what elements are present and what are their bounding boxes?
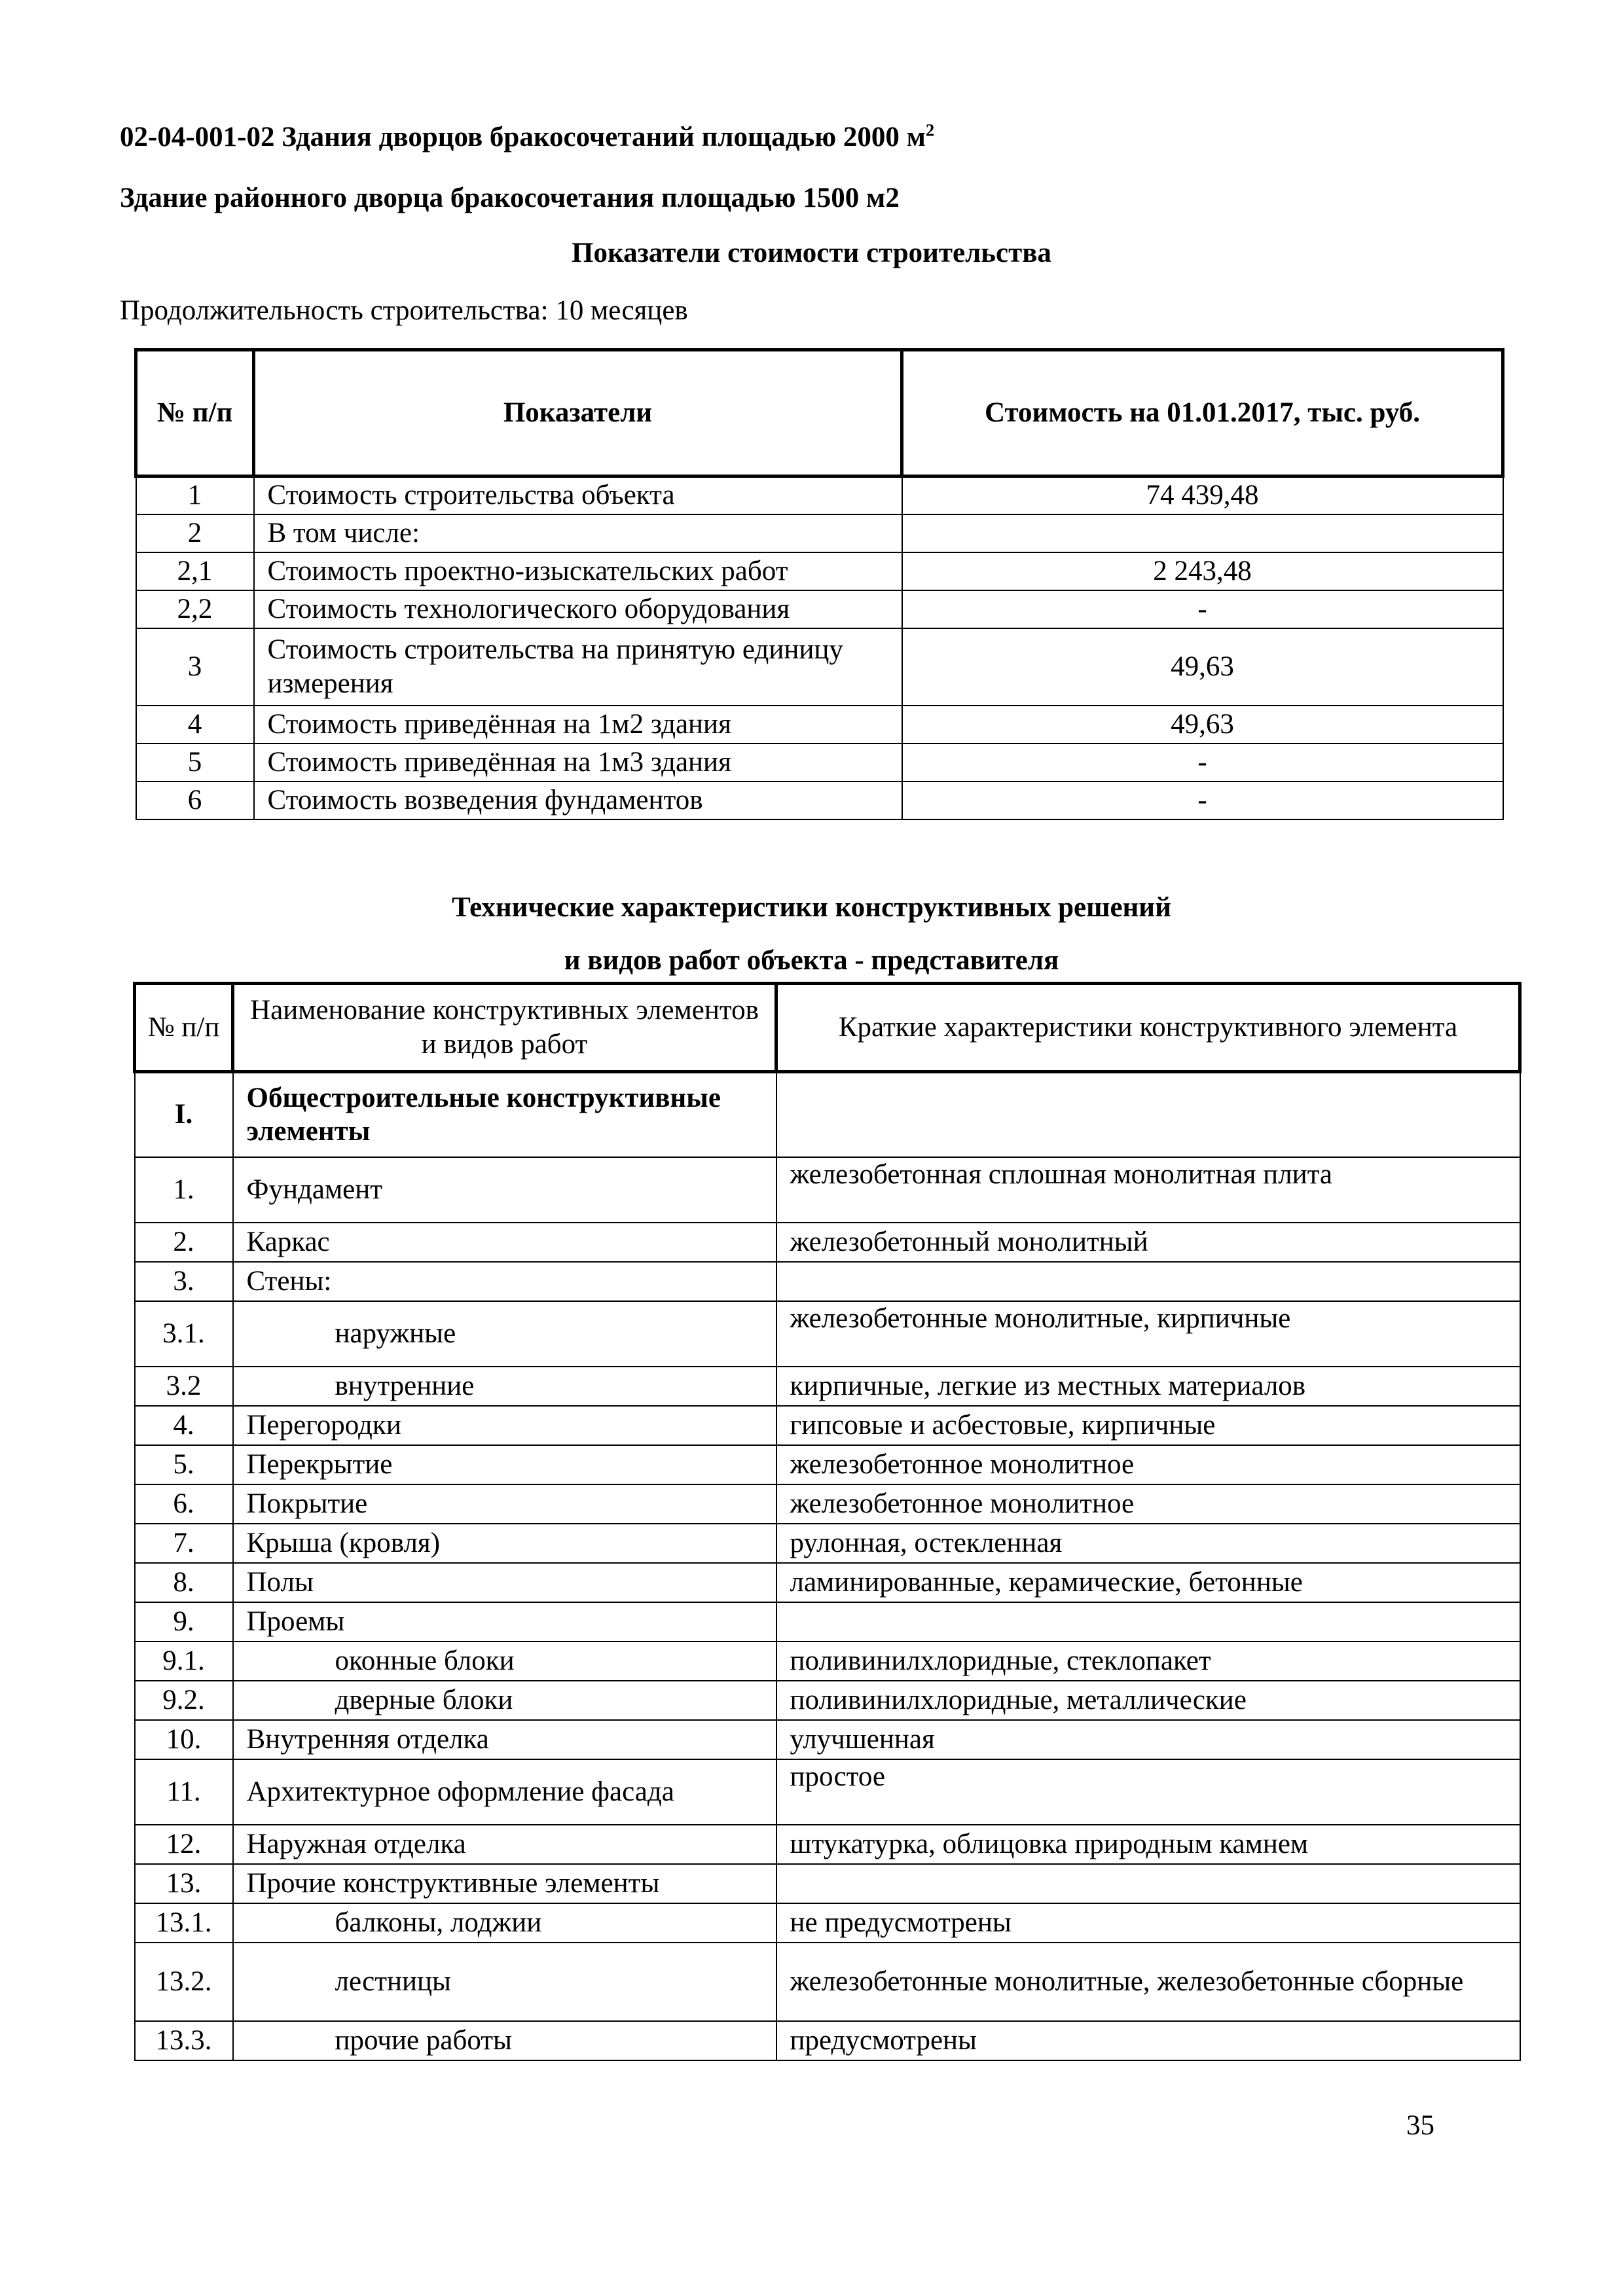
row-element: Наружная отделка bbox=[233, 1825, 776, 1864]
row-number: 7. bbox=[135, 1524, 233, 1563]
row-number: I. bbox=[135, 1072, 233, 1157]
code-title-superscript: 2 bbox=[925, 120, 935, 140]
table-row bbox=[135, 1301, 1520, 1367]
row-cost: - bbox=[902, 744, 1503, 781]
row-element: Полы bbox=[233, 1563, 776, 1602]
row-element: Перекрытие bbox=[233, 1445, 776, 1484]
row-element: Покрытие bbox=[233, 1484, 776, 1524]
row-number: 9. bbox=[135, 1602, 233, 1641]
row-characteristics: штукатурка, облицовка природным камнем bbox=[776, 1825, 1520, 1864]
table-row bbox=[135, 1903, 1520, 1943]
row-characteristics bbox=[776, 1602, 1520, 1641]
table-row bbox=[136, 514, 1503, 552]
row-number: 3.1. bbox=[135, 1301, 233, 1367]
row-element: прочие работы bbox=[233, 2021, 776, 2060]
row-characteristics: железобетонные монолитные, кирпичные bbox=[776, 1301, 1520, 1367]
column-header-element: Наименование конструктивных элементов и видов работ bbox=[233, 984, 776, 1072]
row-indicator: Стоимость строительства на принятую единицу измерения bbox=[254, 628, 902, 706]
row-number: 6 bbox=[136, 781, 254, 819]
row-number: 3. bbox=[135, 1262, 233, 1301]
row-cost: 49,63 bbox=[902, 628, 1503, 706]
row-indicator: В том числе: bbox=[254, 514, 902, 552]
row-number: 2. bbox=[135, 1223, 233, 1262]
row-characteristics: ламинированные, керамические, бетонные bbox=[776, 1563, 1520, 1602]
row-element: дверные блоки bbox=[233, 1681, 776, 1720]
section-title-cost: Показатели стоимости строительства bbox=[572, 238, 1051, 268]
table-row bbox=[135, 1943, 1520, 2021]
row-characteristics: железобетонное монолитное bbox=[776, 1484, 1520, 1524]
row-indicator: Стоимость проектно-изыскательских работ bbox=[254, 552, 902, 590]
row-indicator: Стоимость приведённая на 1м3 здания bbox=[254, 744, 902, 781]
table-row bbox=[135, 1563, 1520, 1602]
tech-table-header bbox=[135, 984, 1520, 1072]
row-cost: - bbox=[902, 590, 1503, 628]
row-indicator: Стоимость приведённая на 1м2 здания bbox=[254, 706, 902, 744]
row-characteristics: улучшенная bbox=[776, 1720, 1520, 1759]
row-number: 3.2 bbox=[135, 1367, 233, 1406]
table-row bbox=[135, 1720, 1520, 1759]
row-element: Внутренняя отделка bbox=[233, 1720, 776, 1759]
row-characteristics bbox=[776, 1864, 1520, 1903]
row-number: 13.2. bbox=[135, 1943, 233, 2021]
row-indicator: Стоимость строительства объекта bbox=[254, 476, 902, 514]
row-element: Стены: bbox=[233, 1262, 776, 1301]
table-row bbox=[136, 706, 1503, 744]
table-row bbox=[135, 1864, 1520, 1903]
row-element: лестницы bbox=[233, 1943, 776, 2021]
page-number: 35 bbox=[1406, 2110, 1434, 2141]
column-header-number: № п/п bbox=[135, 984, 233, 1072]
construction-duration: Продолжительность строительства: 10 месяцев bbox=[120, 295, 688, 326]
table-row bbox=[135, 1524, 1520, 1563]
table-row bbox=[136, 590, 1503, 628]
column-header-number: № п/п bbox=[136, 350, 254, 476]
row-characteristics: железобетонное монолитное bbox=[776, 1445, 1520, 1484]
table-row bbox=[135, 1223, 1520, 1262]
row-element: Каркас bbox=[233, 1223, 776, 1262]
table-row bbox=[136, 628, 1503, 706]
table-row bbox=[136, 781, 1503, 819]
section-title-tech-line2: и видов работ объекта - представителя bbox=[564, 945, 1059, 976]
table-row bbox=[136, 552, 1503, 590]
table-row bbox=[135, 1825, 1520, 1864]
code-title-text: 02-04-001-02 Здания дворцов бракосочетаний площадью 2000 м bbox=[120, 122, 926, 152]
row-number: 4. bbox=[135, 1406, 233, 1445]
row-characteristics: не предусмотрены bbox=[776, 1903, 1520, 1943]
row-characteristics: поливинилхлоридные, металлические bbox=[776, 1681, 1520, 1720]
row-characteristics: предусмотрены bbox=[776, 2021, 1520, 2060]
row-cost: 2 243,48 bbox=[902, 552, 1503, 590]
table-row bbox=[135, 1072, 1520, 1157]
row-number: 13. bbox=[135, 1864, 233, 1903]
row-cost: - bbox=[902, 781, 1503, 819]
row-number: 2,2 bbox=[136, 590, 254, 628]
table-row bbox=[135, 1759, 1520, 1825]
row-characteristics: рулонная, остекленная bbox=[776, 1524, 1520, 1563]
table-row bbox=[136, 476, 1503, 514]
row-cost: 74 439,48 bbox=[902, 476, 1503, 514]
table-row bbox=[135, 2021, 1520, 2060]
row-number: 2 bbox=[136, 514, 254, 552]
row-number: 13.3. bbox=[135, 2021, 233, 2060]
table-row bbox=[135, 1157, 1520, 1223]
row-characteristics: железобетонные монолитные, железобетонные сборные bbox=[776, 1943, 1520, 2021]
row-number: 3 bbox=[136, 628, 254, 706]
row-element: Крыша (кровля) bbox=[233, 1524, 776, 1563]
row-element: Архитектурное оформление фасада bbox=[233, 1759, 776, 1825]
row-element: Фундамент bbox=[233, 1157, 776, 1223]
row-characteristics: кирпичные, легкие из местных материалов bbox=[776, 1367, 1520, 1406]
row-number: 9.2. bbox=[135, 1681, 233, 1720]
column-header-characteristics: Краткие характеристики конструктивного элемента bbox=[776, 984, 1520, 1072]
row-number: 12. bbox=[135, 1825, 233, 1864]
column-header-indicator: Показатели bbox=[254, 350, 902, 476]
row-element: Перегородки bbox=[233, 1406, 776, 1445]
row-element: Общестроительные конструктивные элементы bbox=[233, 1072, 776, 1157]
row-number: 6. bbox=[135, 1484, 233, 1524]
row-element: внутренние bbox=[233, 1367, 776, 1406]
row-element: балконы, лоджии bbox=[233, 1903, 776, 1943]
table-row bbox=[135, 1367, 1520, 1406]
row-number: 2,1 bbox=[136, 552, 254, 590]
row-characteristics: простое bbox=[776, 1759, 1520, 1825]
row-number: 5 bbox=[136, 744, 254, 781]
table-row bbox=[135, 1484, 1520, 1524]
row-element: оконные блоки bbox=[233, 1641, 776, 1681]
row-characteristics bbox=[776, 1072, 1520, 1157]
row-number: 1 bbox=[136, 476, 254, 514]
tech-characteristics-table bbox=[133, 982, 1522, 2061]
row-element: Прочие конструктивные элементы bbox=[233, 1864, 776, 1903]
column-header-cost: Стоимость на 01.01.2017, тыс. руб. bbox=[902, 350, 1503, 476]
row-number: 4 bbox=[136, 706, 254, 744]
row-characteristics: гипсовые и асбестовые, кирпичные bbox=[776, 1406, 1520, 1445]
row-number: 8. bbox=[135, 1563, 233, 1602]
table-row bbox=[135, 1641, 1520, 1681]
section-title-tech-line1: Технические характеристики конструктивных решений bbox=[452, 892, 1171, 923]
row-characteristics: железобетонный монолитный bbox=[776, 1223, 1520, 1262]
row-number: 11. bbox=[135, 1759, 233, 1825]
row-number: 13.1. bbox=[135, 1903, 233, 1943]
row-number: 10. bbox=[135, 1720, 233, 1759]
row-indicator: Стоимость возведения фундаментов bbox=[254, 781, 902, 819]
row-number: 1. bbox=[135, 1157, 233, 1223]
cost-table-header bbox=[136, 350, 1503, 476]
row-cost bbox=[902, 514, 1503, 552]
row-element: наружные bbox=[233, 1301, 776, 1367]
table-row bbox=[135, 1445, 1520, 1484]
table-row bbox=[136, 744, 1503, 781]
row-number: 5. bbox=[135, 1445, 233, 1484]
building-title: Здание районного дворца бракосочетания площадью 1500 м2 bbox=[120, 183, 900, 213]
table-row bbox=[135, 1262, 1520, 1301]
table-row bbox=[135, 1406, 1520, 1445]
row-characteristics: поливинилхлоридные, стеклопакет bbox=[776, 1641, 1520, 1681]
table-row bbox=[135, 1681, 1520, 1720]
row-characteristics bbox=[776, 1262, 1520, 1301]
document-code-title bbox=[120, 121, 934, 153]
row-indicator: Стоимость технологического оборудования bbox=[254, 590, 902, 628]
table-row bbox=[135, 1602, 1520, 1641]
row-number: 9.1. bbox=[135, 1641, 233, 1681]
cost-indicators-table bbox=[134, 348, 1504, 820]
row-cost: 49,63 bbox=[902, 706, 1503, 744]
row-element: Проемы bbox=[233, 1602, 776, 1641]
row-characteristics: железобетонная сплошная монолитная плита bbox=[776, 1157, 1520, 1223]
